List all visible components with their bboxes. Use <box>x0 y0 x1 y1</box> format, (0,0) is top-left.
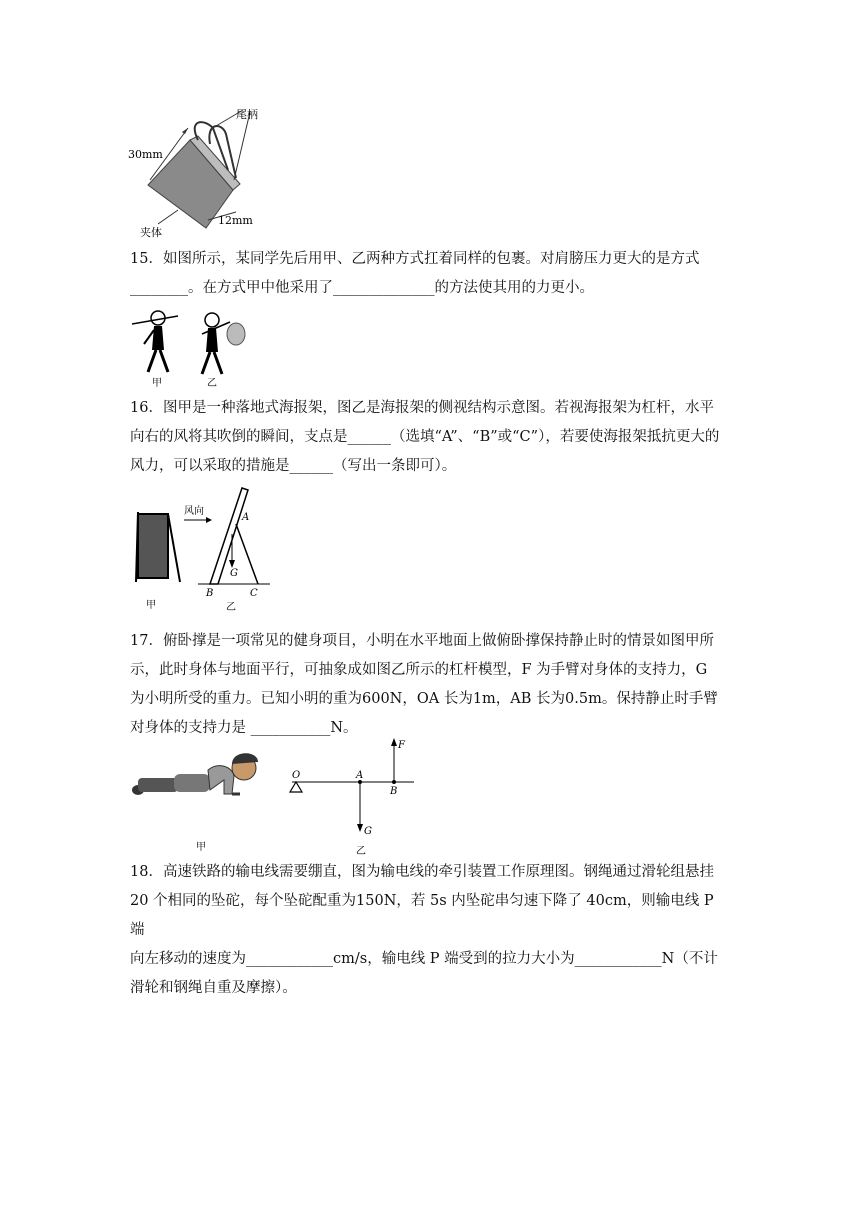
q17-label-b: 乙 <box>356 846 366 857</box>
question-17 <box>130 627 730 743</box>
q17-pt-a: A <box>356 770 364 781</box>
q16-line1: 16．图甲是一种落地式海报架，图乙是海报架的侧视结构示意图。若视海报架为杠杆，水平 <box>130 400 714 416</box>
q17-line2: 示，此时身体与地面平行，可抽象成如图乙所示的杠杆模型，F 为手臂对身体的支持力，G <box>130 662 708 678</box>
q15-label-b: 乙 <box>207 378 217 389</box>
clip-body-label: 夹体 <box>140 226 162 239</box>
question-15 <box>130 245 730 303</box>
clip-tail-label: 尾柄 <box>236 108 258 121</box>
q18-line1: 18．高速铁路的输电线需要绷直，图为输电线的牵引装置工作原理图。钢绳通过滑轮组悬挂 <box>130 864 714 880</box>
q16-label-b: 乙 <box>226 602 236 613</box>
q17-label-a: 甲 <box>196 842 206 853</box>
q15-label-a: 甲 <box>152 378 162 389</box>
q17-pt-o: O <box>292 770 301 781</box>
q17-pt-g: G <box>364 826 372 837</box>
q15-figure <box>132 308 262 390</box>
q15-line1: 15．如图所示，某同学先后用甲、乙两种方式扛着同样的包裹。对肩膀压力更大的是方式 <box>130 251 700 267</box>
q16-pt-c: C <box>250 588 258 599</box>
q18-line4: 滑轮和钢绳自重及摩擦）。 <box>130 980 297 996</box>
q17-figure <box>128 736 418 858</box>
q16-figure <box>132 484 282 614</box>
clip-dim-30: 30mm <box>128 148 163 161</box>
question-18 <box>130 858 730 1003</box>
q16-pt-a: A <box>242 512 250 523</box>
q18-line2: 20 个相同的坠砣，每个坠砣配重为150N，若 5s 内坠砣串匀速下降了 40cm，则输电线 P 端 <box>130 893 714 938</box>
binder-clip-figure <box>128 100 278 245</box>
q17-line3: 为小明所受的重力。已知小明的重为600N，OA 长为1m，AB 长为0.5m。保持静止时手臂 <box>130 691 718 707</box>
q16-pt-b: B <box>206 588 214 599</box>
question-16 <box>130 394 730 481</box>
q16-line3: 风力，可以采取的措施是______（写出一条即可）。 <box>130 458 457 474</box>
q15-line2: ________。在方式甲中他采用了______________的方法使其用的力更小。 <box>130 280 594 296</box>
q17-line1: 17．俯卧撑是一项常见的健身项目，小明在水平地面上做俯卧撑保持静止时的情景如图甲所 <box>130 633 714 649</box>
q17-line4: 对身体的支持力是 ___________N。 <box>130 720 358 736</box>
q16-pt-g: G <box>230 568 238 579</box>
q16-label-a: 甲 <box>146 600 156 611</box>
q18-line3: 向左移动的速度为____________cm/s，输电线 P 端受到的拉力大小为____________N（不计 <box>130 951 718 967</box>
q16-wind-label: 风向 <box>184 506 204 517</box>
q17-pt-f: F <box>398 740 405 751</box>
q17-pt-b: B <box>390 786 398 797</box>
q16-line2: 向右的风将其吹倒的瞬间，支点是______（选填“A”、“B”或“C”），若要使海报架抵抗更大的 <box>130 429 720 445</box>
clip-dim-12: 12mm <box>218 214 253 227</box>
